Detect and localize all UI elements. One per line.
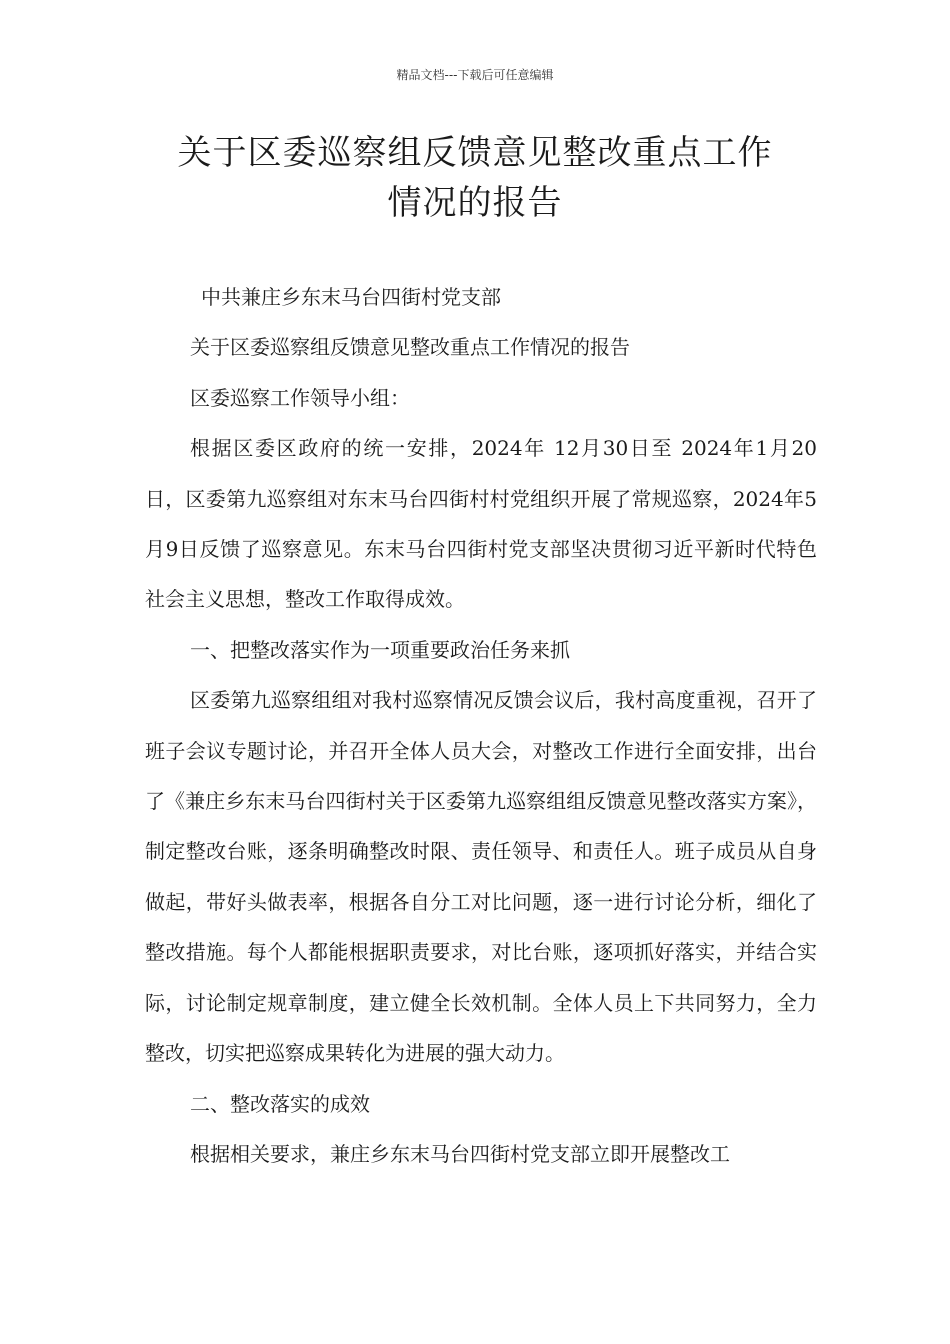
document-subtitle: 关于区委巡察组反馈意见整改重点工作情况的报告 [190, 335, 630, 360]
header-note: 精品文档---下载后可任意编辑 [396, 68, 554, 82]
document-body [145, 272, 817, 1179]
paragraph: 根据相关要求，兼庄乡东末马台四街村党支部立即开展整改工 [190, 1141, 730, 1166]
paragraph: 区委第九巡察组组对我村巡察情况反馈会议后，我村高度重视，召开了班子会议专题讨论，并召开全体人员大会，对整改工作进行全面安排，出台了《兼庄乡东末马台四街村关于区委第九巡察组组反馈意见整改落实方案》，制定整改台账，逐条明确整改时限、责任领导、和责任人。班子成员从自身做起，带好头做表率，根据各自分工对比问题，逐一进行讨论分析，细化了整改措施。每个人都能根据职责要求，对比台账，逐项抓好落实，并结合实际，讨论制定规章制度，建立健全长效机制。全体人员上下共同努力，全力整改，切实把巡察成果转化为进展的强大动力。 [145, 688, 817, 1066]
paragraph: 根据区委区政府的统一安排，2024年 12月30日至 2024年1月20 日，区委第九巡察组对东末马台四街村村党组织开展了常规巡察，2024年5月9日反馈了巡察意见。东末马台四街村党支部坚决贯彻习近平新时代特色社会主义思想，整改工作取得成效。 [145, 436, 817, 612]
organization-name: 中共兼庄乡东末马台四街村党支部 [201, 285, 501, 309]
title-line-2: 情况的报告 [387, 183, 563, 223]
section-heading: 一、把整改落实作为一项重要政治任务来抓 [190, 637, 570, 662]
title-line-1: 关于区委巡察组反馈意见整改重点工作 [177, 133, 773, 173]
document-title [95, 128, 855, 228]
addressee: 区委巡察工作领导小组： [190, 385, 410, 410]
section-heading: 二、整改落实的成效 [190, 1091, 370, 1116]
